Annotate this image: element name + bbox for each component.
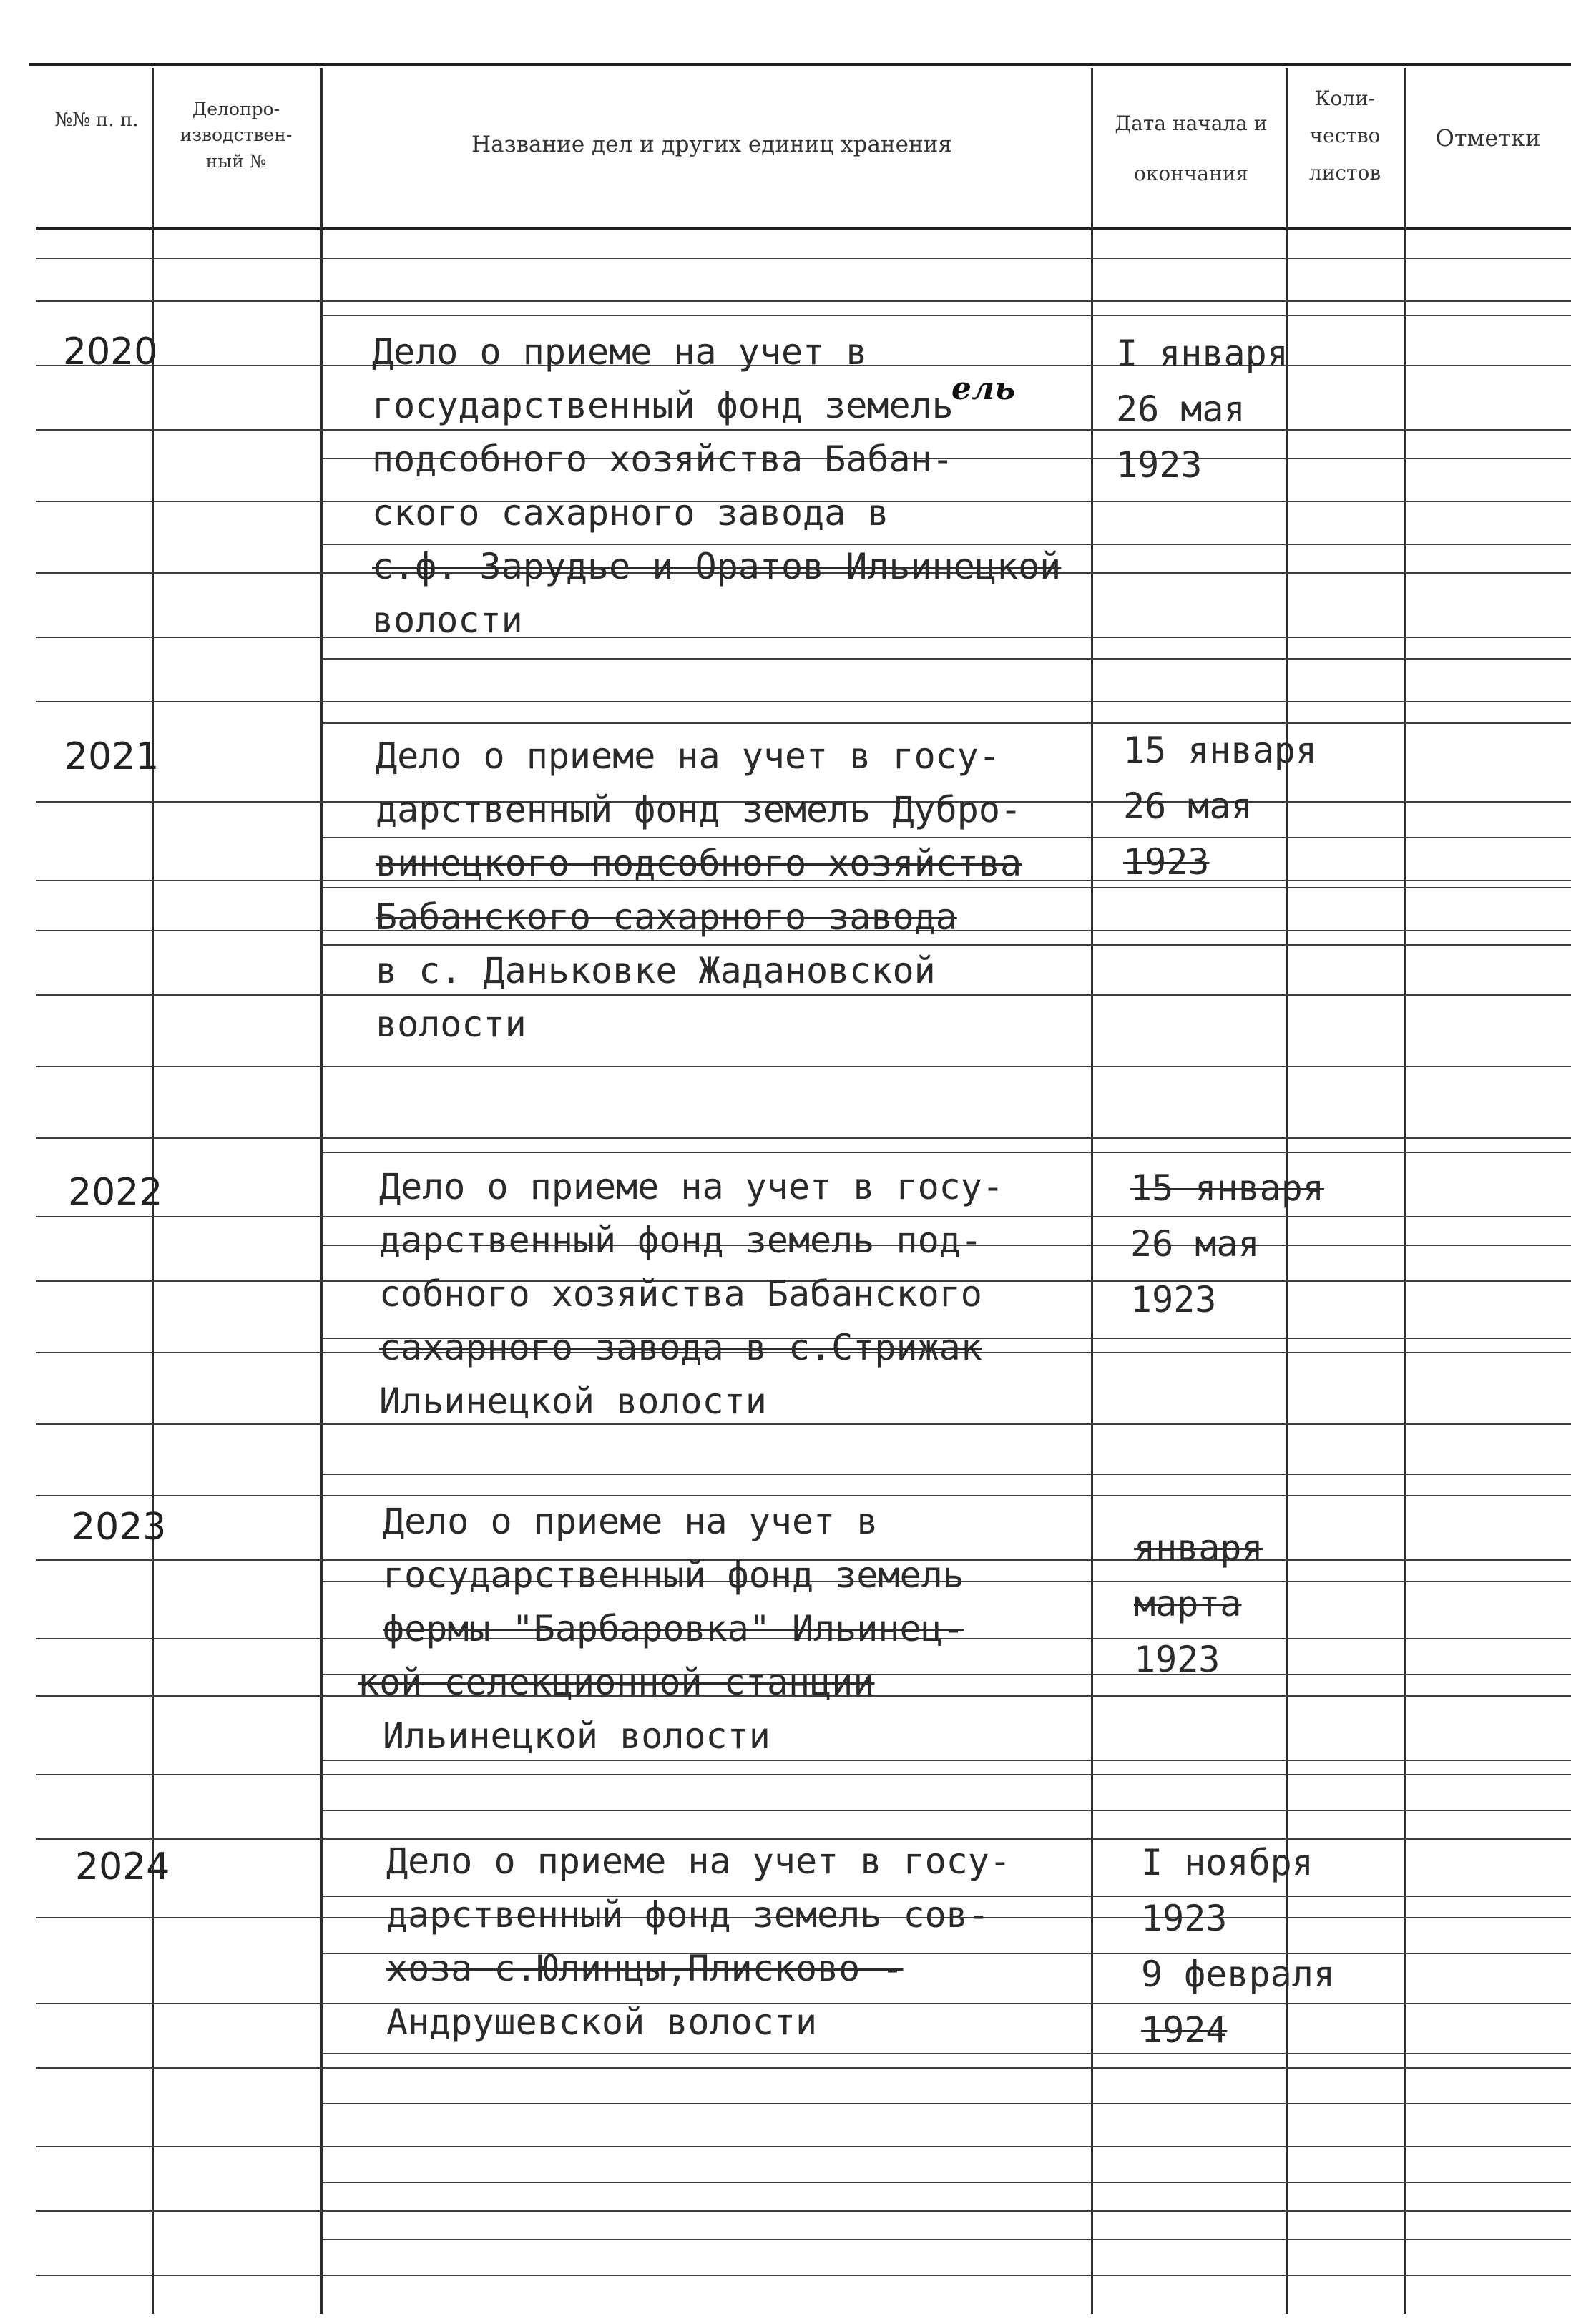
ruling-line <box>36 2067 1571 2069</box>
entry-date-line: 26 мая <box>1123 785 1253 827</box>
ruling-line <box>322 1474 1571 1475</box>
entry-date-line: 1924 <box>1141 2009 1228 2051</box>
entry-date-line: марта <box>1134 1583 1242 1624</box>
entry-title-line: фермы "Барбаровка" Ильинец- <box>383 1608 964 1649</box>
ruling-line <box>322 2239 1571 2240</box>
entry-title-line: хоза с.Юлинцы,Плисково - <box>386 1948 904 1989</box>
entry-dates <box>1116 325 1288 493</box>
entry-date-line: 26 мая <box>1116 388 1245 430</box>
ruling-line <box>322 722 1571 724</box>
entry-number: 2020 <box>63 330 158 373</box>
entry-title-line: волости <box>372 599 523 641</box>
ruling-line <box>322 1152 1571 1153</box>
entry-title-line: государственный фонд земель <box>383 1554 964 1596</box>
ruling-line <box>36 2146 1571 2147</box>
ruling-line <box>36 701 1571 702</box>
ruling-line <box>36 1066 1571 1067</box>
entry-title <box>386 1835 1011 2049</box>
ruling-line <box>36 300 1571 302</box>
ruling-line <box>322 2182 1571 2183</box>
entry-date-line: 15 января <box>1130 1167 1324 1209</box>
entry-date-line: 9 февраля <box>1141 1953 1335 1995</box>
header-office-number-column: Делопро-изводствен-ный № <box>180 99 293 172</box>
entry-title-line: Дело о приеме на учет в госу- <box>376 735 1000 777</box>
ruling-line <box>36 1774 1571 1775</box>
entry-title-line: с.ф. Зарудье и Оратов Ильинецкой <box>372 546 1062 587</box>
entry-date-line: 1923 <box>1134 1639 1220 1680</box>
entry-date-line: января <box>1134 1527 1263 1569</box>
entry-date-line: 1923 <box>1116 444 1203 486</box>
entry-title-line: Бабанского сахарного завода <box>376 896 957 938</box>
entry-title-line: Дело о приеме на учет в <box>383 1501 879 1542</box>
entry-title-line: Дело о приеме на учет в госу- <box>386 1840 1011 1882</box>
entry-dates <box>1130 1160 1324 1328</box>
ruling-line <box>36 258 1571 259</box>
entry-title-line: винецкого подсобного хозяйства <box>376 843 1022 884</box>
entry-date-line: 1923 <box>1123 841 1210 883</box>
entry-dates <box>1123 722 1317 890</box>
ruling-line <box>322 315 1571 316</box>
ruling-line <box>322 2103 1571 2104</box>
entry-date-line: 1923 <box>1130 1279 1217 1320</box>
entry-title-line: подсобного хозяйства Бабан- <box>372 438 954 480</box>
entry-title-line: дарственный фонд земель сов- <box>386 1894 989 1936</box>
entry-title-line: дарственный фонд земель Дубро- <box>376 789 1022 830</box>
header-notes-column: Отметки <box>1435 124 1541 152</box>
entry-date-line: I ноября <box>1141 1842 1313 1883</box>
entry-title-line: сахарного завода в с.Стрижак <box>379 1327 982 1368</box>
entry-title-line: кой селекционной станции <box>358 1662 875 1703</box>
ruling-line <box>36 1137 1571 1139</box>
ruling-line <box>322 658 1571 660</box>
entry-title-line: государственный фонд земель <box>372 385 954 426</box>
entry-title-line: собного хозяйства Бабанского <box>379 1273 982 1315</box>
entry-title-line: Дело о приеме на учет в госу- <box>379 1166 1004 1207</box>
entry-title <box>376 730 1022 1051</box>
entry-title-line: Дело о приеме на учет в <box>372 331 868 373</box>
header-dates-column: Дата начала и окончания <box>1115 112 1268 185</box>
entry-dates <box>1134 1520 1263 1687</box>
top-rule <box>29 63 1571 66</box>
entry-title-line: волости <box>376 1004 527 1045</box>
entry-title-line: Андрушевской волости <box>386 2001 818 2043</box>
entry-title-line: Ильинецкой волости <box>383 1715 770 1757</box>
entry-date-line: I января <box>1116 333 1288 374</box>
ruling-line <box>36 2210 1571 2212</box>
header-bottom-rule <box>36 227 1571 230</box>
ruling-line <box>322 2053 1571 2054</box>
entry-title-line: дарственный фонд земель под- <box>379 1220 982 1261</box>
entry-title <box>379 1160 1004 1428</box>
entry-dates <box>1141 1835 1335 2058</box>
handwritten-correction: ель <box>951 371 1016 407</box>
entry-number: 2024 <box>75 1845 170 1888</box>
entry-number: 2023 <box>72 1506 167 1549</box>
column-divider <box>1404 68 1406 2314</box>
ruling-line <box>322 1810 1571 1811</box>
entry-title <box>358 1495 964 1763</box>
entry-number: 2021 <box>64 735 160 778</box>
header-number-column: №№ п. п. <box>54 109 139 131</box>
header-title-column: Название дел и других единиц хранения <box>471 132 952 157</box>
entry-date-line: 15 января <box>1123 730 1317 771</box>
entry-title-line: ского сахарного завода в <box>372 492 889 534</box>
ruling-line <box>36 2275 1571 2276</box>
entry-date-line: 26 мая <box>1130 1223 1260 1265</box>
column-divider <box>1091 68 1093 2314</box>
header-sheet-count-column: Коли-чество листов <box>1308 87 1381 185</box>
entry-date-line: 1923 <box>1141 1898 1228 1939</box>
entry-title-line: Ильинецкой волости <box>379 1381 767 1422</box>
entry-number: 2022 <box>68 1171 163 1214</box>
column-divider <box>320 68 323 2314</box>
entry-title-line: в с. Даньковке Жадановской <box>376 950 936 991</box>
